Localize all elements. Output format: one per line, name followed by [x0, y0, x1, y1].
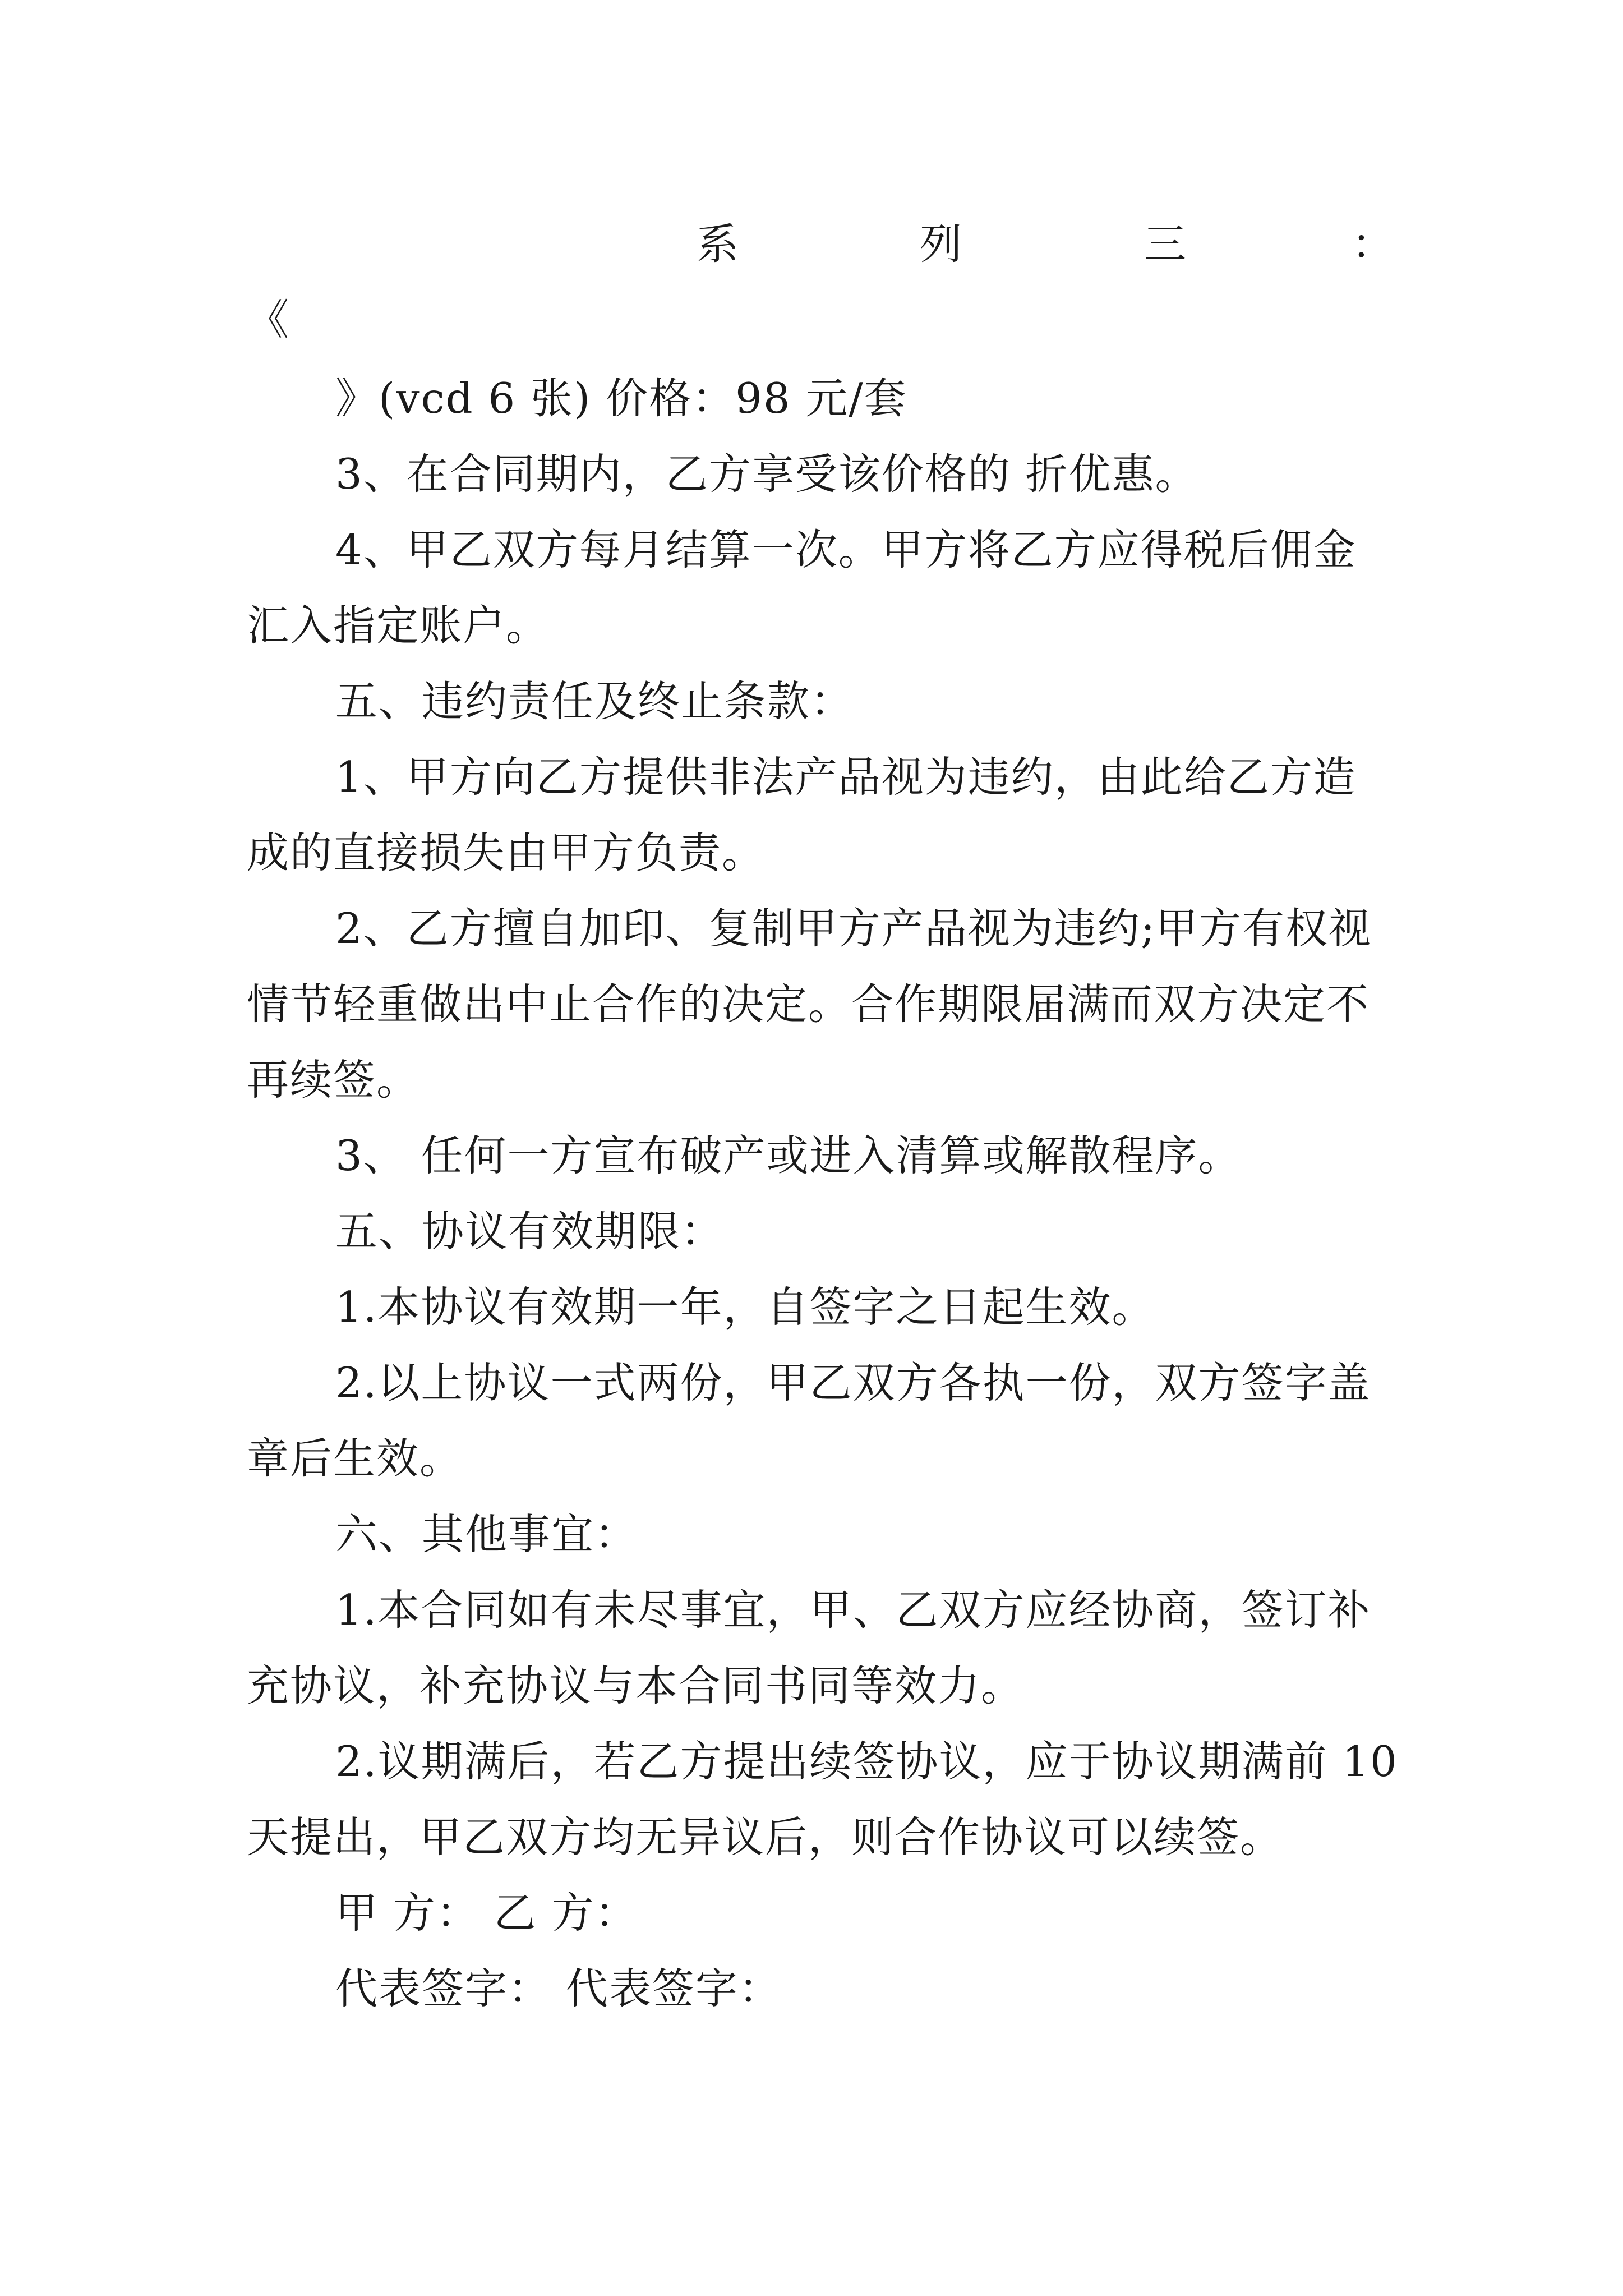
other-clause-2-line-1: 2.议期满后，若乙方提出续签协议，应于协议期满前 10	[335, 1737, 1398, 1786]
breach-clause-2-line-1: 2、乙方擅自加印、复制甲方产品视为违约;甲方有权视	[335, 904, 1372, 953]
party-labels: 甲 方： 乙 方：	[335, 1888, 638, 1938]
section-heading-other: 六、其他事宜：	[335, 1510, 638, 1559]
other-clause-2-line-2: 天提出，甲乙双方均无异议后，则合作协议可以续签。	[247, 1812, 1284, 1862]
price-line: 》(vcd 6 张) 价格：98 元/套	[335, 374, 907, 423]
signature-labels: 代表签字： 代表签字：	[335, 1964, 782, 2013]
discount-clause: 3、在合同期内，乙方享受该价格的 折优惠。	[335, 449, 1198, 499]
validity-clause-2-line-2: 章后生效。	[247, 1434, 463, 1483]
series-heading-char-3: 三	[1144, 219, 1187, 269]
section-heading-breach: 五、违约责任及终止条款：	[335, 677, 854, 726]
series-heading-char-4: ：	[1352, 219, 1394, 269]
breach-clause-3: 3、 任何一方宣布破产或进入清算或解散程序。	[335, 1131, 1242, 1180]
series-heading-char-1: 系	[697, 219, 739, 269]
validity-clause-1: 1.本协议有效期一年，自签字之日起生效。	[335, 1282, 1155, 1332]
section-heading-validity: 五、协议有效期限：	[335, 1207, 725, 1256]
settlement-clause-line-2: 汇入指定账户。	[247, 601, 550, 650]
book-title-open: 《	[247, 295, 291, 344]
other-clause-1-line-1: 1.本合同如有未尽事宜，甲、乙双方应经协商，签订补	[335, 1585, 1371, 1635]
breach-clause-1-line-1: 1、甲方向乙方提供非法产品视为违约，由此给乙方造	[335, 752, 1357, 802]
breach-clause-2-line-3: 再续签。	[247, 1055, 420, 1105]
breach-clause-2-line-2: 情节轻重做出中止合作的决定。合作期限届满而双方决定不	[247, 979, 1370, 1029]
series-heading-char-2: 列	[920, 219, 962, 269]
other-clause-1-line-2: 充协议，补充协议与本合同书同等效力。	[247, 1661, 1025, 1710]
breach-clause-1-line-2: 成的直接损失由甲方负责。	[247, 828, 766, 877]
settlement-clause-line-1: 4、甲乙双方每月结算一次。甲方将乙方应得税后佣金	[335, 525, 1357, 574]
validity-clause-2-line-1: 2.以上协议一式两份，甲乙双方各执一份，双方签字盖	[335, 1358, 1371, 1407]
